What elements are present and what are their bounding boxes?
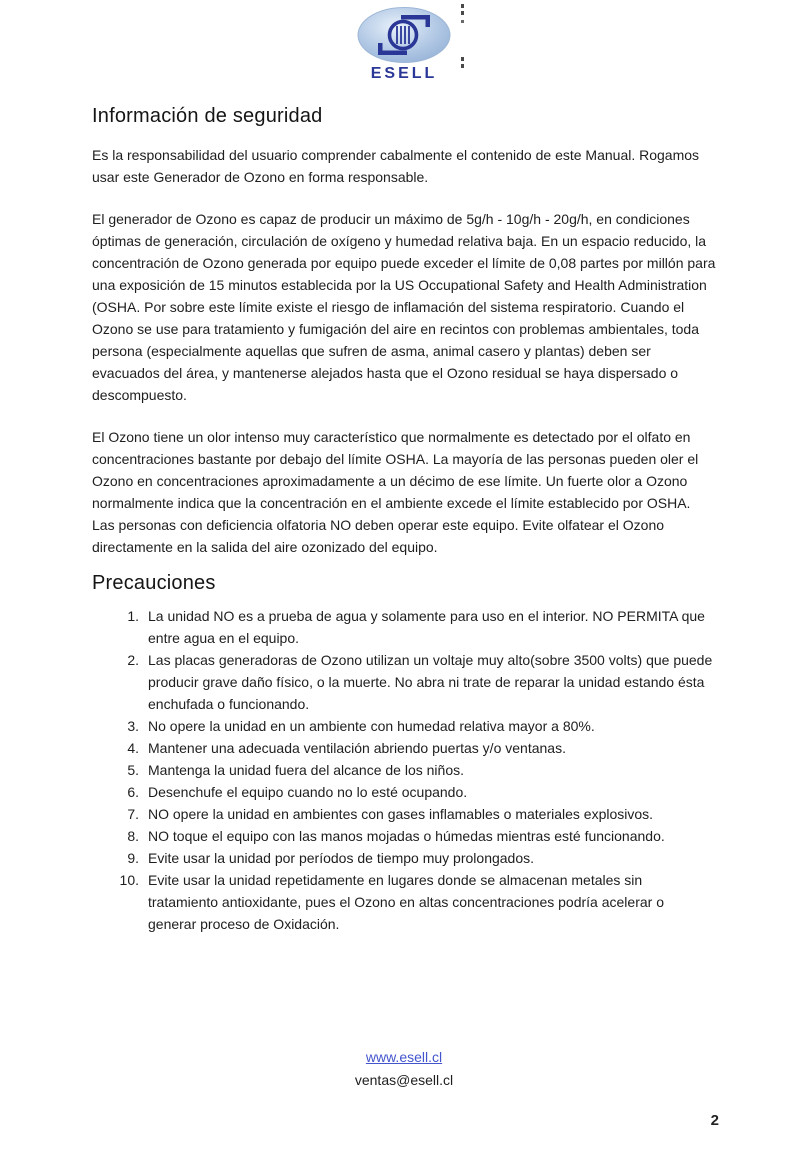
logo xyxy=(0,0,808,83)
section-title-precautions: Precauciones xyxy=(92,572,216,594)
safety-paragraph: Es la responsabilidad del usuario comprender cabalmente el contenido de este Manual. Rogamos usar este Generador de Ozono en forma responsable. xyxy=(92,147,700,185)
list-item-number: 2. xyxy=(127,652,139,668)
list-item-number: 3. xyxy=(127,718,139,734)
logo-brand-text: ESELL xyxy=(370,65,438,82)
list-item xyxy=(102,847,716,869)
list-item-text: Desenchufe el equipo cuando no lo esté ocupando. xyxy=(148,784,468,800)
website-link[interactable]: www.esell.cl xyxy=(365,1049,443,1065)
list-item-number: 1. xyxy=(127,608,139,624)
list-item-text: NO toque el equipo con las manos mojadas o húmedas mientras esté funcionando. xyxy=(148,828,665,844)
list-item-text: Evite usar la unidad repetidamente en lugares donde se almacenan metales sin tratamiento antioxidante, pues el Ozono en altas concentraciones podría acelerar o generar proceso de Oxidación. xyxy=(148,872,664,932)
list-item-number: 10. xyxy=(119,872,139,888)
list-item-number: 4. xyxy=(127,740,139,756)
safety-paragraph: El generador de Ozono es capaz de producir un máximo de 5g/h - 10g/h - 20g/h, en condiciones óptimas de generación, circulación de oxígeno y humedad relativa baja. En un espacio reducido, la concentración de Ozono generada por equipo puede exceder el límite de 0,08 partes por millón para una exposición de 15 minutos establecida por la US Occupational Safety and Health Administration (OSHA. Por sobre este límite existe el riesgo de inflamación del sistema respiratorio. Cuando el Ozono se use para tratamiento y fumigación del aire en recintos con problemas ambientales, toda persona (especialmente aquellas que sufren de asma, animal casero y plantas) deben ser evacuados del área, y mantenerse alejados hasta que el Ozono residual se haya dispersado o descompuesto. xyxy=(92,211,716,403)
page-footer xyxy=(0,1046,808,1092)
document-content xyxy=(0,105,808,935)
list-item-text: No opere la unidad en un ambiente con humedad relativa mayor a 80%. xyxy=(148,718,595,734)
list-item-text: Mantenga la unidad fuera del alcance de los niños. xyxy=(148,762,464,778)
list-item-text: Las placas generadoras de Ozono utilizan un voltaje muy alto(sobre 3500 volts) que puede producir grave daño físico, o la muerte. No abra ni trate de reparar la unidad estando ésta enchufada o funcionando. xyxy=(148,652,713,712)
list-item-number: 6. xyxy=(127,784,139,800)
esell-logo-icon xyxy=(356,6,452,64)
email-text: ventas@esell.cl xyxy=(354,1072,454,1088)
list-item-number: 5. xyxy=(127,762,139,778)
list-item xyxy=(102,649,716,715)
list-item xyxy=(102,803,716,825)
list-item-text: Evite usar la unidad por períodos de tiempo muy prolongados. xyxy=(148,850,535,866)
list-item-text: La unidad NO es a prueba de agua y solamente para uso en el interior. NO PERMITA que entre agua en el equipo. xyxy=(148,608,705,646)
list-item xyxy=(102,737,716,759)
list-item-number: 8. xyxy=(127,828,139,844)
list-item xyxy=(102,715,716,737)
section-title-safety: Información de seguridad xyxy=(92,105,323,127)
list-item-number: 9. xyxy=(127,850,139,866)
list-item-number: 7. xyxy=(127,806,139,822)
list-item-text: Mantener una adecuada ventilación abriendo puertas y/o ventanas. xyxy=(148,740,566,756)
precautions-list xyxy=(92,605,716,935)
list-item xyxy=(102,605,716,649)
safety-paragraph: El Ozono tiene un olor intenso muy característico que normalmente es detectado por el olfato en concentraciones bastante por debajo del límite OSHA. La mayoría de las personas pueden oler el Ozono en concentraciones aproximadamente a un décimo de ese límite. Un fuerte olor a Ozono normalmente indica que la concentración en el ambiente excede el límite establecido por OSHA. Las personas con deficiencia olfatoria NO deben operar este equipo. Evite olfatear el Ozono directamente en la salida del aire ozonizado del equipo. xyxy=(92,429,699,555)
list-item xyxy=(102,759,716,781)
list-item xyxy=(102,781,716,803)
list-item-text: NO opere la unidad en ambientes con gases inflamables o materiales explosivos. xyxy=(148,806,654,822)
list-item xyxy=(102,869,716,935)
page-number: 2 xyxy=(710,1112,719,1129)
scan-artifact xyxy=(461,4,464,16)
list-item xyxy=(102,825,716,847)
scan-artifact xyxy=(461,20,464,23)
scan-artifact xyxy=(461,57,464,69)
